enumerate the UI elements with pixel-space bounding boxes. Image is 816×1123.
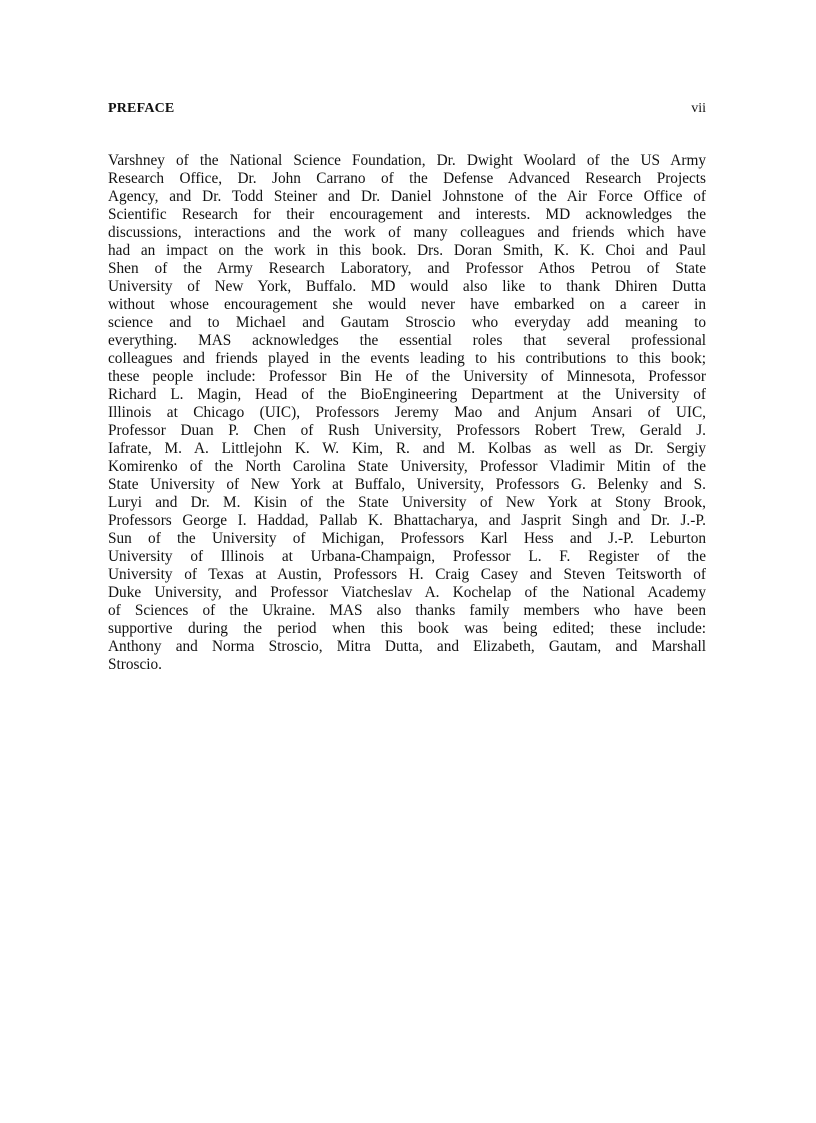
paragraph-line: Iafrate, M. A. Littlejohn K. W. Kim, R. and M. Kolbas as well as Dr. Sergiy	[108, 440, 706, 457]
paragraph-line: these people include: Professor Bin He of the University of Minnesota, Professor	[108, 368, 706, 385]
paragraph-line: Varshney of the National Science Foundation, Dr. Dwight Woolard of the US Army	[108, 152, 706, 169]
paragraph-line: supportive during the period when this book was being edited; these include:	[108, 620, 706, 637]
paragraph-line: everything. MAS acknowledges the essential roles that several professional	[108, 332, 706, 349]
paragraph-line: had an impact on the work in this book. Drs. Doran Smith, K. K. Choi and Paul	[108, 242, 706, 259]
paragraph-line: without whose encouragement she would never have embarked on a career in	[108, 296, 706, 313]
paragraph-line: Professor Duan P. Chen of Rush University, Professors Robert Trew, Gerald J.	[108, 422, 706, 439]
preface-paragraph	[108, 152, 706, 674]
paragraph-line: Richard L. Magin, Head of the BioEngineering Department at the University of	[108, 386, 706, 403]
section-title: PREFACE	[108, 101, 175, 116]
paragraph-line: Komirenko of the North Carolina State University, Professor Vladimir Mitin of the	[108, 458, 706, 475]
paragraph-line: Sun of the University of Michigan, Professors Karl Hess and J.-P. Leburton	[108, 530, 706, 547]
paragraph-line: Shen of the Army Research Laboratory, and Professor Athos Petrou of State	[108, 260, 706, 277]
paragraph-line: University of Texas at Austin, Professors H. Craig Casey and Steven Teitsworth of	[108, 566, 706, 583]
paragraph-line: State University of New York at Buffalo, University, Professors G. Belenky and S.	[108, 476, 706, 493]
paragraph-line: Agency, and Dr. Todd Steiner and Dr. Daniel Johnstone of the Air Force Office of	[108, 188, 706, 205]
paragraph-line: of Sciences of the Ukraine. MAS also thanks family members who have been	[108, 602, 706, 619]
paragraph-line: science and to Michael and Gautam Stroscio who everyday add meaning to	[108, 314, 706, 331]
paragraph-line: University of New York, Buffalo. MD would also like to thank Dhiren Dutta	[108, 278, 706, 295]
paragraph-line: Professors George I. Haddad, Pallab K. Bhattacharya, and Jasprit Singh and Dr. J.-P.	[108, 512, 706, 529]
paragraph-line: discussions, interactions and the work of many colleagues and friends which have	[108, 224, 706, 241]
page-number: vii	[691, 101, 706, 116]
running-header	[108, 100, 706, 118]
paragraph-line: Duke University, and Professor Viatcheslav A. Kochelap of the National Academy	[108, 584, 706, 601]
paragraph-line: Scientific Research for their encouragement and interests. MD acknowledges the	[108, 206, 706, 223]
paragraph-line: Anthony and Norma Stroscio, Mitra Dutta, and Elizabeth, Gautam, and Marshall	[108, 638, 706, 655]
paragraph-line: Illinois at Chicago (UIC), Professors Jeremy Mao and Anjum Ansari of UIC,	[108, 404, 706, 421]
paragraph-line: Research Office, Dr. John Carrano of the Defense Advanced Research Projects	[108, 170, 706, 187]
paragraph-line: Stroscio.	[108, 656, 162, 673]
paragraph-line: University of Illinois at Urbana-Champaign, Professor L. F. Register of the	[108, 548, 706, 565]
paragraph-line: colleagues and friends played in the events leading to his contributions to this book;	[108, 350, 706, 367]
paragraph-line: Luryi and Dr. M. Kisin of the State University of New York at Stony Brook,	[108, 494, 706, 511]
